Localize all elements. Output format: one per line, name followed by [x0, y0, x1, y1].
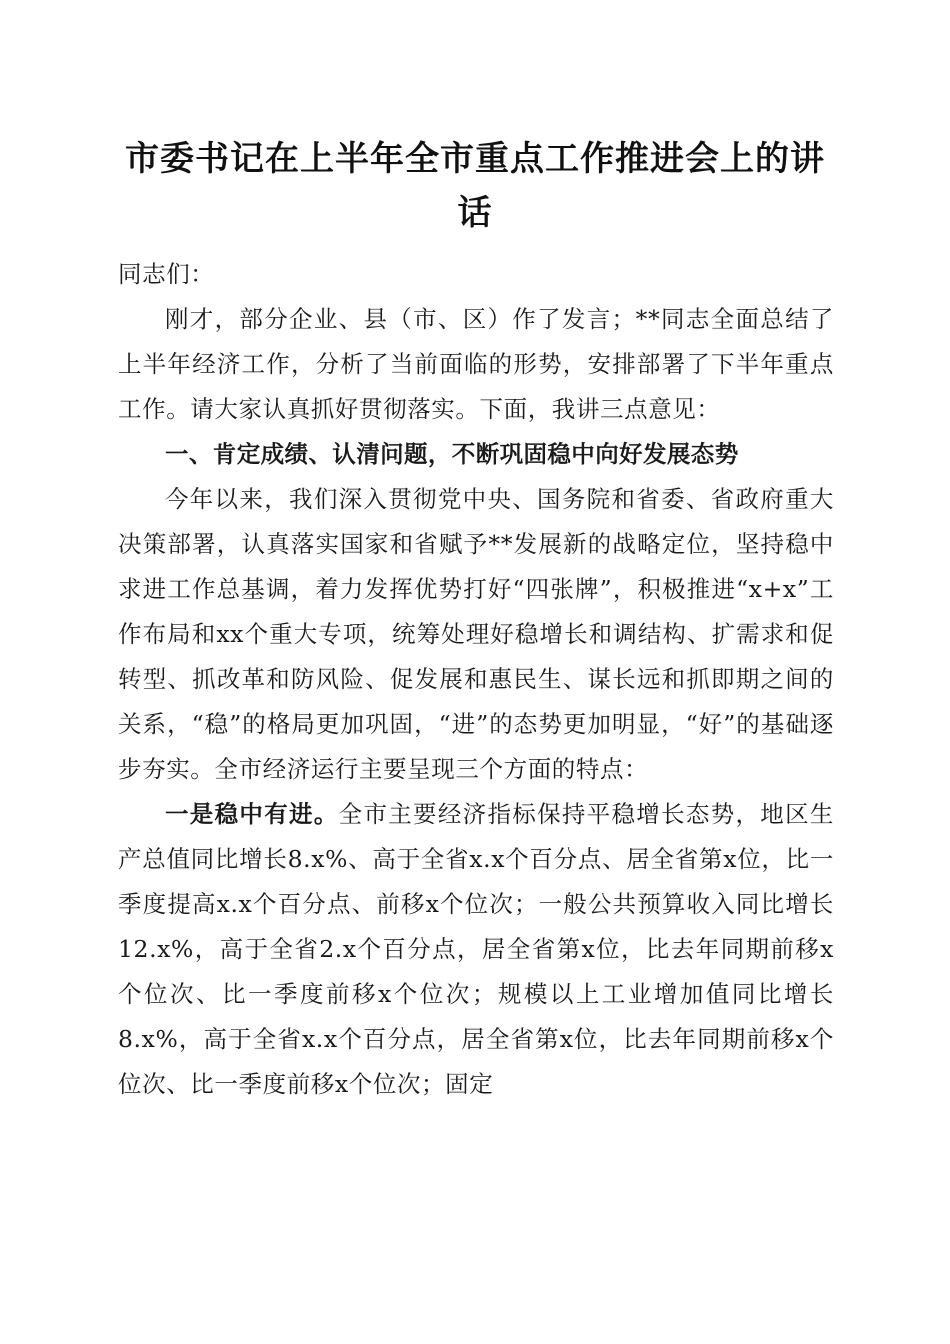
salutation: 同志们：: [118, 260, 215, 288]
document-body: [118, 252, 834, 1107]
document-title: 市委书记在上半年全市重点工作推进会上的讲话: [125, 139, 825, 233]
point-1-paragraph: [118, 792, 834, 1107]
intro-paragraph: 刚才，部分企业、县（市、区）作了发言；**同志全面总结了上半年经济工作，分析了当前面临的形势，安排部署了下半年重点工作。请大家认真抓好贯彻落实。下面，我讲三点意见：: [118, 305, 834, 423]
point-1-text: 全市主要经济指标保持平稳增长态势，地区生产总值同比增长8.x%、高于全省x.x个百分点、居全省第x位，比一季度提高x.x个百分点、前移x个位次；一般公共预算收入同比增长12.x%，高于全省2.x个百分点，居全省第x位，比去年同期前移x个位次、比一季度前移x个位次；规模以上工业增加值同比增长8.x%，高于全省x.x个百分点，居全省第x位，比去年同期前移x个位次、比一季度前移x个位次；固定: [118, 800, 835, 1098]
section-1-paragraph: 今年以来，我们深入贯彻党中央、国务院和省委、省政府重大决策部署，认真落实国家和省赋予**发展新的战略定位，坚持稳中求进工作总基调，着力发挥优势打好“四张牌”，积极推进“x+x”工作布局和xx个重大专项，统筹处理好稳增长和调结构、扩需求和促转型、抓改革和防风险、促发展和惠民生、谋长远和抓即期之间的关系，“稳”的格局更加巩固，“进”的态势更加明显，“好”的基础逐步夯实。全市经济运行主要呈现三个方面的特点：: [118, 485, 834, 783]
section-heading-1: 一、肯定成绩、认清问题，不断巩固稳中向好发展态势: [165, 440, 739, 468]
point-1-lead: 一是稳中有进。: [165, 800, 339, 828]
